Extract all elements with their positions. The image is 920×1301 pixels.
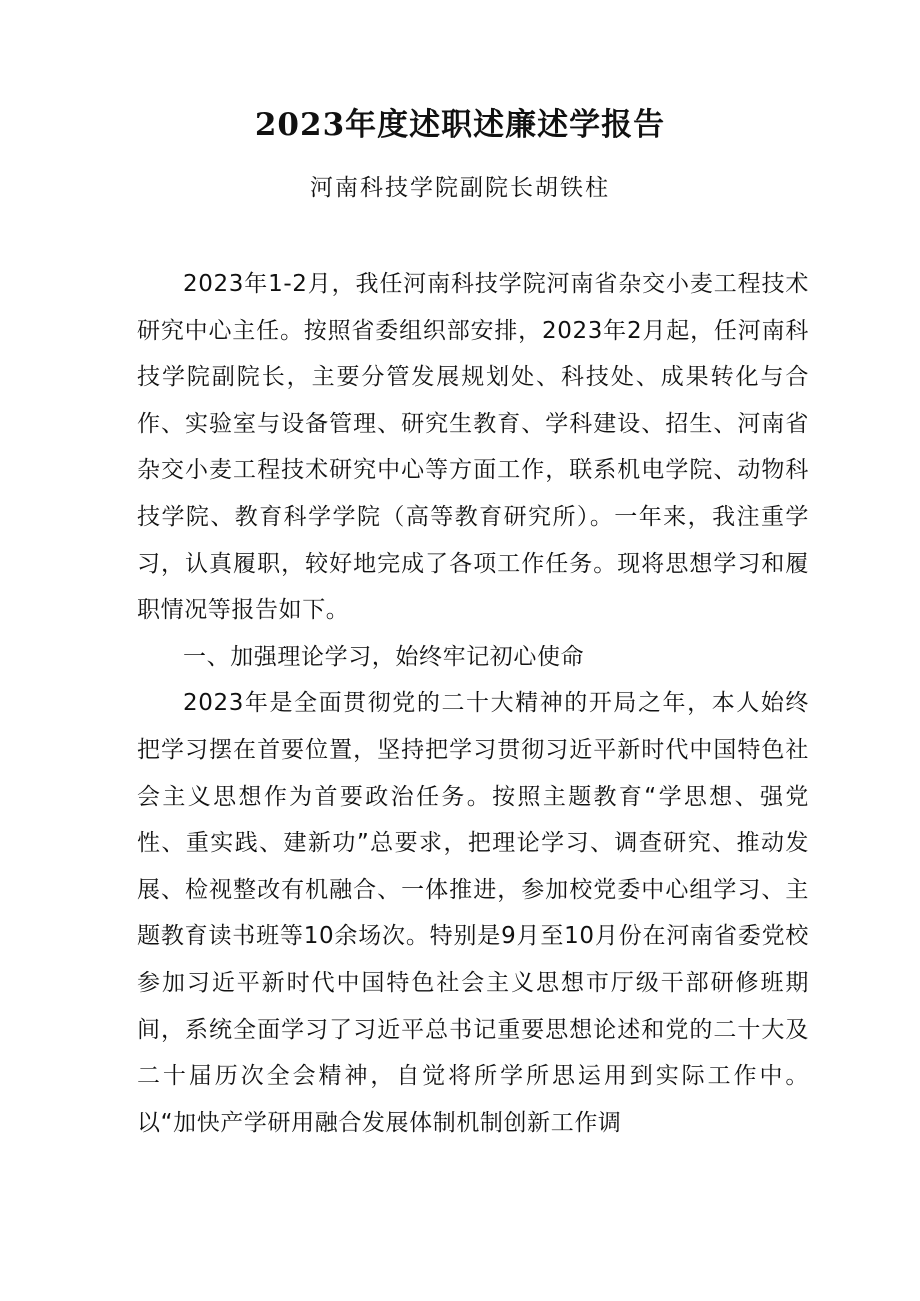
document-title: 2023年度述职述廉述学报告 bbox=[254, 107, 666, 143]
intro-paragraph: 2023年1-2月，我任河南科技学院河南省杂交小麦工程技术研究中心主任。按照省委组织部安排，2023年2月起，任河南科技学院副院长，主要分管发展规划处、科技处、成果转化与合作、实验室与设备管理、研究生教育、学科建设、招生、河南省杂交小麦工程技术研究中心等方面工作，联系机电学院、动物科技学院、教育科学学院（高等教育研究所）。一年来，我注重学习，认真履职，较好地完成了各项工作任务。现将思想学习和履职情况等报告如下。 bbox=[137, 271, 809, 624]
document-body bbox=[137, 261, 809, 1146]
document-author: 河南科技学院副院长胡铁柱 bbox=[310, 175, 610, 201]
section-paragraph: 2023年是全面贯彻党的二十大精神的开局之年，本人始终把学习摆在首要位置，坚持把学习贯彻习近平新时代中国特色社会主义思想作为首要政治任务。按照主题教育“学思想、强党性、重实践、建新功”总要求，把理论学习、调查研究、推动发展、检视整改有机融合、一体推进，参加校党委中心组学习、主题教育读书班等10余场次。特别是9月至10月份在河南省委党校参加习近平新时代中国特色社会主义思想市厅级干部研修班期间，系统全面学习了习近平总书记重要思想论述和党的二十大及二十届历次全会精神，自觉将所学所思运用到实际工作中。以“加快产学研用融合发展体制机制创新工作调 bbox=[137, 690, 809, 1136]
section-heading: 一、加强理论学习，始终牢记初心使命 bbox=[183, 643, 585, 670]
